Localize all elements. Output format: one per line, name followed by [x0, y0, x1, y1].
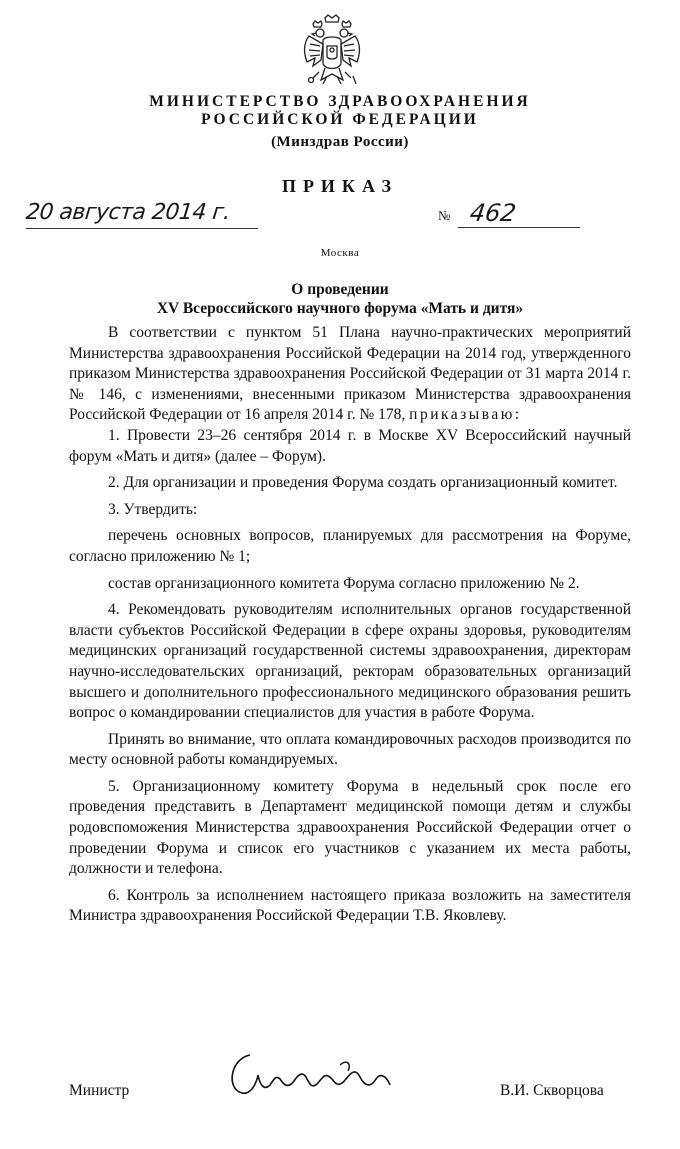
order-number: 462: [468, 199, 518, 227]
document-type: ПРИКАЗ: [281, 176, 399, 196]
order-title-line1: О проведении: [291, 281, 389, 298]
paragraph-5: 5. Организационному комитету Форума в недельный срок после его проведения представить в Департамент медицинской помощи детям и службы родовспоможения Министерства здравоохранения Российской Федерации отчет о проведении Форума и список его участников с указанием их места работы, должности и телефона.: [69, 777, 631, 878]
paragraph-3a: перечень основных вопросов, планируемых для рассмотрения на Форуме, согласно приложению № 1;: [69, 527, 631, 565]
order-directive: приказываю:: [409, 406, 522, 424]
order-body: [69, 323, 631, 927]
handwritten-signature: [220, 1045, 400, 1105]
signatory-title: Министр: [69, 1082, 130, 1099]
paragraph-1: 1. Провести 23–26 сентября 2014 г. в Москве XV Всероссийский научный форум «Мать и дитя» (далее – Форум).: [69, 426, 631, 465]
intro-paragraph: [69, 323, 631, 426]
paragraph-2: 2. Для организации и проведения Форума создать организационный комитет.: [108, 474, 618, 492]
paragraph-4b: Принять во внимание, что оплата командировочных расходов производится по месту основной работы командируемых.: [69, 730, 631, 769]
order-date: 20 августа 2014 г.: [24, 200, 232, 225]
ministry-short-name: (Минздрав России): [271, 134, 409, 150]
order-number-label: №: [438, 208, 451, 223]
city: Москва: [320, 247, 360, 259]
ministry-name-line1: МИНИСТЕРСТВО ЗДРАВООХРАНЕНИЯ: [149, 93, 531, 110]
paragraph-4: 4. Рекомендовать руководителям исполнительных органов государственной власти субъектов Российской Федерации в сфере охраны здоровья, руководителям медицинских организаций государственной системы здравоохранения, директорам научно-исследовательских организаций, ректорам образовательных организаций высшего и дополнительного профессионального медицинского образования решить вопрос о командировании специалистов для участия в работе Форума.: [69, 601, 631, 722]
paragraph-3: 3. Утвердить:: [108, 500, 198, 518]
signatory-name: В.И. Скворцова: [500, 1082, 604, 1099]
order-title-line2: XV Всероссийского научного форума «Мать и дитя»: [156, 300, 524, 317]
paragraph-6: 6. Контроль за исполнением настоящего приказа возложить на заместителя Министра здравоохранения Российской Федерации Т.В. Яковлеву.: [69, 886, 631, 925]
number-underline: [458, 227, 580, 228]
intro-text: В соответствии с пунктом 51 Плана научно-практических мероприятий Министерства здравоохранения Российской Федерации на 2014 год, утвержденного приказом Министерства здравоохранения Российской Федерации от 31 марта 2014 г. № 146, с изменениями, внесенными приказом Министерства здравоохранения Российской Федерации от 16 апреля 2014 г. № 178,: [69, 324, 631, 424]
coat-of-arms-icon: [301, 14, 363, 90]
ministry-name-line2: РОССИЙСКОЙ ФЕДЕРАЦИИ: [201, 111, 479, 128]
date-underline: [26, 228, 258, 229]
paragraph-3b: состав организационного комитета Форума согласно приложению № 2.: [108, 574, 580, 592]
